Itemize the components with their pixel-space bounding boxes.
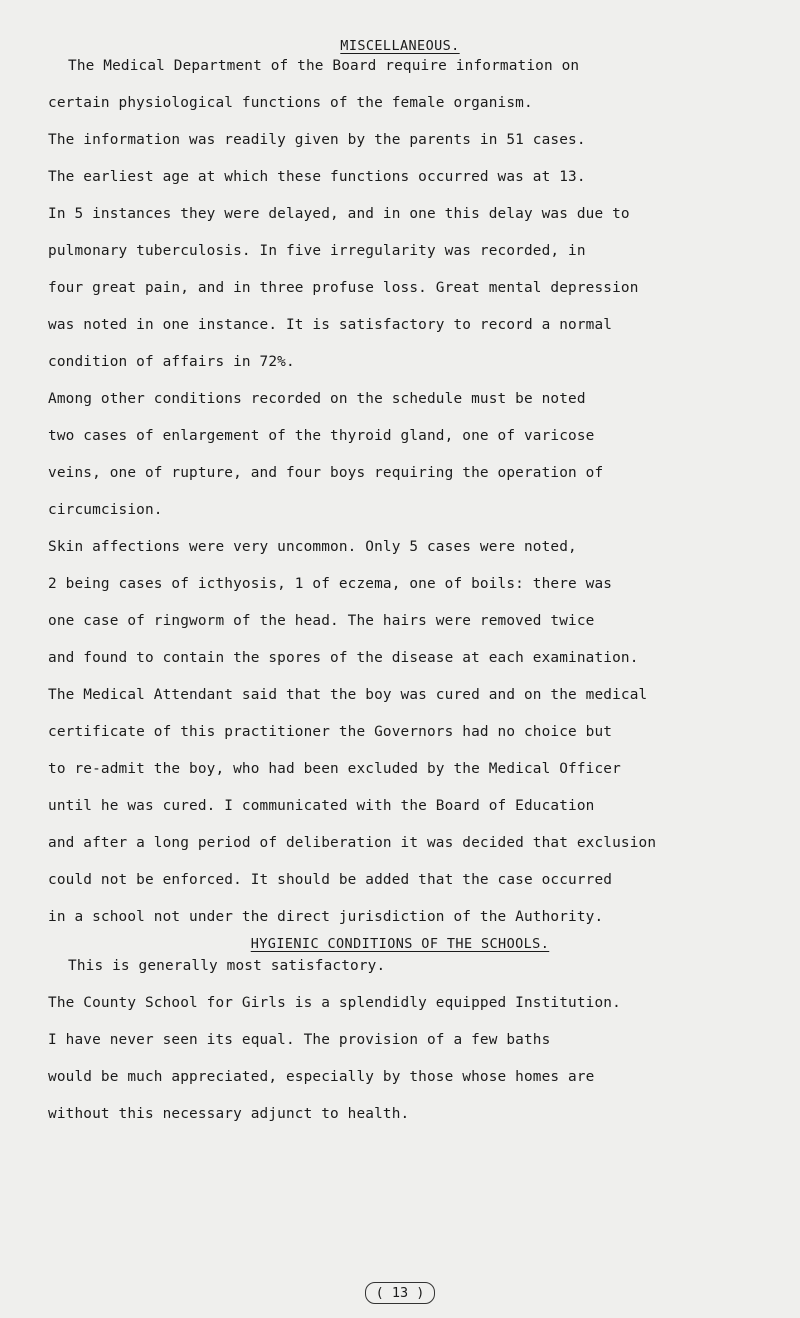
text-line: The County School for Girls is a splendidly equipped Institution. [48, 995, 621, 1011]
text-line: 2 being cases of icthyosis, 1 of eczema, one of boils: there was [48, 576, 613, 592]
text-line: circumcision. [48, 502, 163, 518]
text-line: in a school not under the direct jurisdiction of the Authority. [48, 909, 604, 925]
page-number [0, 1282, 800, 1304]
text-line: one case of ringworm of the head. The hairs were removed twice [48, 613, 595, 629]
text-line: could not be enforced. It should be added that the case occurred [48, 872, 613, 888]
section-heading-miscellaneous: MISCELLANEOUS. [340, 38, 460, 54]
text-line: The information was readily given by the parents in 51 cases. [48, 132, 586, 148]
text-line: two cases of enlargement of the thyroid gland, one of varicose [48, 428, 595, 444]
text-line: would be much appreciated, especially by those whose homes are [48, 1069, 595, 1085]
text-line: Skin affections were very uncommon. Only 5 cases were noted, [48, 539, 577, 555]
text-line: pulmonary tuberculosis. In five irregularity was recorded, in [48, 243, 586, 259]
text-line: This is generally most satisfactory. [68, 958, 386, 974]
text-line: The Medical Department of the Board require information on [68, 58, 580, 74]
text-line: Among other conditions recorded on the schedule must be noted [48, 391, 586, 407]
page-number-label: ( 13 ) [365, 1282, 436, 1304]
text-line: certain physiological functions of the female organism. [48, 95, 533, 111]
text-line: condition of affairs in 72%. [48, 354, 295, 370]
text-line: without this necessary adjunct to health. [48, 1106, 410, 1122]
text-line: was noted in one instance. It is satisfactory to record a normal [48, 317, 613, 333]
text-line: certificate of this practitioner the Governors had no choice but [48, 724, 613, 740]
text-line: The Medical Attendant said that the boy was cured and on the medical [48, 687, 648, 703]
section-heading-hygienic-conditions: HYGIENIC CONDITIONS OF THE SCHOOLS. [250, 936, 550, 952]
text-line: until he was cured. I communicated with the Board of Education [48, 798, 595, 814]
text-line: four great pain, and in three profuse loss. Great mental depression [48, 280, 639, 296]
text-line: and after a long period of deliberation it was decided that exclusion [48, 835, 657, 851]
text-line: In 5 instances they were delayed, and in one this delay was due to [48, 206, 630, 222]
text-line: I have never seen its equal. The provision of a few baths [48, 1032, 551, 1048]
text-line: and found to contain the spores of the disease at each examination. [48, 650, 639, 666]
text-line: veins, one of rupture, and four boys requiring the operation of [48, 465, 604, 481]
text-line: The earliest age at which these functions occurred was at 13. [48, 169, 586, 185]
text-line: to re-admit the boy, who had been excluded by the Medical Officer [48, 761, 621, 777]
